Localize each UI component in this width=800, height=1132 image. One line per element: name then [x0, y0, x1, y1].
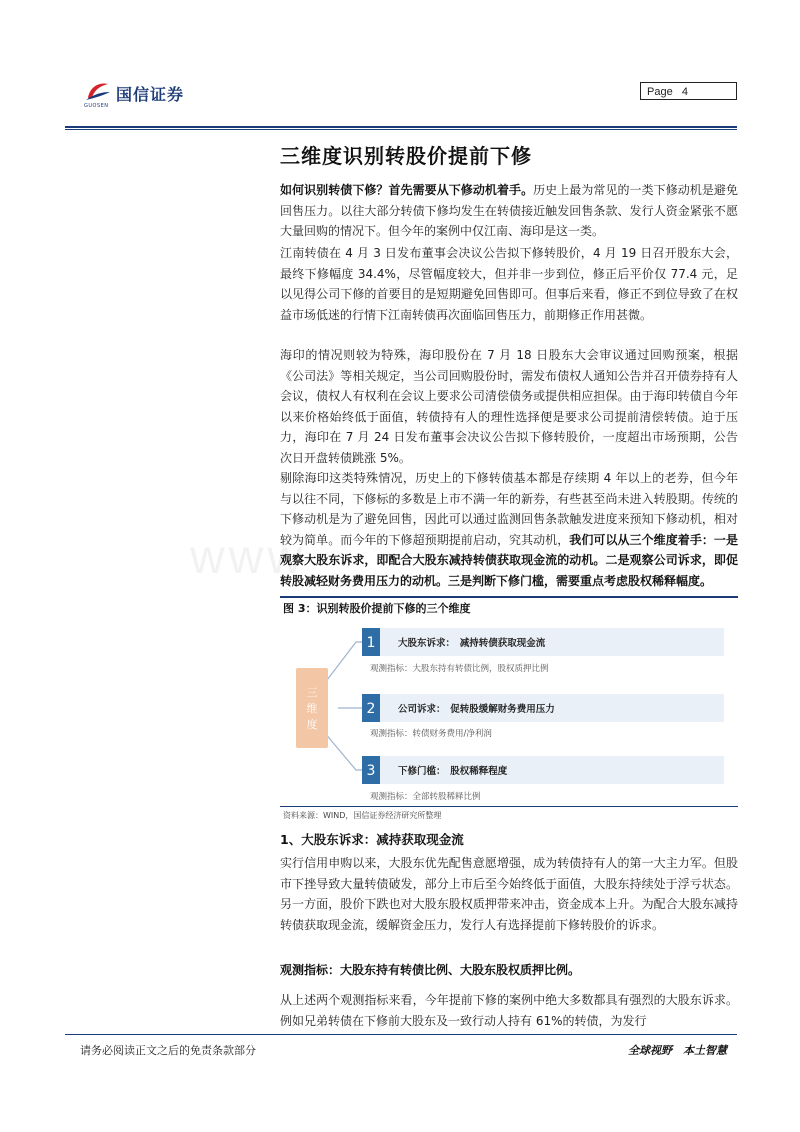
- footer-slogan: 全球视野 本土智慧: [628, 1044, 727, 1057]
- item-3-head: 下修门槛： 股权稀释程度: [398, 766, 508, 777]
- number-3: 3: [366, 763, 376, 779]
- item-1-indicator: 观测指标：大股东持有转债比例，股权质押比例: [370, 664, 549, 674]
- logo-text: 国信证券: [116, 85, 185, 104]
- disclaimer-note: 请务必阅读正文之后的免责条款部分: [80, 1044, 256, 1057]
- paragraph-1-body: 历史上最为常见的一类下修动机是避免回售压力。以往大部分转债下修均发生在转债接近触发回售条款、发行人资金紧张不愿大量回购的情况下。但今年的案例中仅江南、海印是这一类。: [280, 183, 738, 238]
- figure-bottom-rule: [280, 806, 738, 807]
- number-1: 1: [366, 635, 376, 651]
- paragraph-1: [280, 180, 738, 242]
- diagram-connectors: [324, 642, 368, 770]
- indicator-line: 观测指标：大股东持有转债比例、大股东股权质押比例。: [280, 963, 581, 977]
- center-label-3: 度: [306, 718, 318, 731]
- paragraph-4-emphasis: 我们可以从三个维度着手：一是观察大股东诉求，即配合大股东减持转债获取现金流的动机。二是观察公司诉求，即促转股减轻财务费用压力的动机。三是判断下修门槛，需要重点考虑股权稀释幅度。: [280, 532, 738, 588]
- paragraph-1-lead: 如何识别转债下修？首先需要从下修动机着手。: [280, 183, 534, 197]
- page-label: Page: [647, 86, 673, 98]
- header-divider-thin: [65, 129, 737, 130]
- center-label-2: 维: [306, 702, 318, 715]
- three-dimension-diagram: [286, 620, 738, 804]
- paragraph-6: [280, 960, 738, 981]
- header-divider: [65, 126, 737, 128]
- watermark: www: [190, 531, 306, 584]
- page-number: 4: [681, 86, 688, 98]
- center-label-1: 三: [306, 686, 318, 699]
- paragraph-4: [280, 468, 738, 591]
- item-2-head: 公司诉求： 促转股缓解财务费用压力: [398, 704, 555, 715]
- figure-source: 资料来源：WIND，国信证券经济研究所整理: [283, 811, 442, 820]
- logo-subtext: GUOSEN: [84, 103, 109, 109]
- paragraph-3: 海印的情况则较为特殊，海印股份在 7 月 18 日股东大会审议通过回购预案，根据《公司法》等相关规定，当公司回购股份时，需发布债权人通知公告并召开债券持有人会议，债权人有权利在会议上要求公司清偿债务或提供相应担保。由于海印转债自今年以来价格始终低于面值，转债持有人的理性选择便是要求公司提前清偿转债。迫于压力，海印在 7 月 24 日发布董事会决议公告拟下修转股价，一度超出市场预期，公告次日开盘转债跳涨 5%。: [280, 348, 738, 465]
- page-indicator: [640, 82, 737, 100]
- item-2-indicator: 观测指标：转债财务费用/净利润: [370, 729, 492, 739]
- page-title: 三维度识别转股价提前下修: [280, 144, 532, 168]
- paragraph-2: 江南转债在 4 月 3 日发布董事会决议公告拟下修转股价，4 月 19 日召开股东大会，最终下修幅度 34.4%，尽管幅度较大，但并非一步到位，修正后平价仅 77.4 元，足以见得公司下修的首要目的是短期避免回售即可。但事后来看，修正不到位导致了在权益市场低迷的行情下江南转债再次面临回售压力，前期修正作用甚微。: [280, 246, 738, 322]
- footer-divider: [65, 1034, 737, 1035]
- item-1-head: 大股东诉求： 减持转债获取现金流: [398, 638, 546, 649]
- figure-title: 图 3：识别转股价提前下修的三个维度: [283, 602, 471, 615]
- figure-top-rule: [280, 596, 738, 598]
- paragraph-4-body: 剔除海印这类特殊情况，历史上的下修转债基本都是存续期 4 年以上的老券，但今年与以往不同，下修标的多数是上市不满一年的新券，有些甚至尚未进入转股期。传统的下修动机是为了避免回售，因此可以通过监测回售条款触发进度来预知下修动机，相对较为简单。而今年的下修超预期提前启动，究其动机，: [280, 471, 738, 547]
- item-3-indicator: 观测指标：全部转股稀释比例: [370, 792, 481, 802]
- section-1-heading: 1、大股东诉求：减持获取现金流: [280, 832, 464, 847]
- logo-mark-icon: [84, 80, 112, 102]
- company-logo: [84, 80, 204, 110]
- paragraph-5: 实行信用申购以来，大股东优先配售意愿增强，成为转债持有人的第一大主力军。但股市下挫导致大量转债破发，部分上市后至今始终低于面值，大股东持续处于浮亏状态。另一方面，股价下跌也对大股东股权质押带来冲击，资金成本上升。为配合大股东减持转债获取现金流，缓解资金压力，发行人有选择提前下修转股价的诉求。: [280, 856, 738, 932]
- paragraph-7: 从上述两个观测指标来看，今年提前下修的案例中绝大多数都具有强烈的大股东诉求。例如兄弟转债在下修前大股东及一致行动人持有 61%的转债，为发行: [280, 993, 738, 1028]
- number-2: 2: [366, 701, 376, 717]
